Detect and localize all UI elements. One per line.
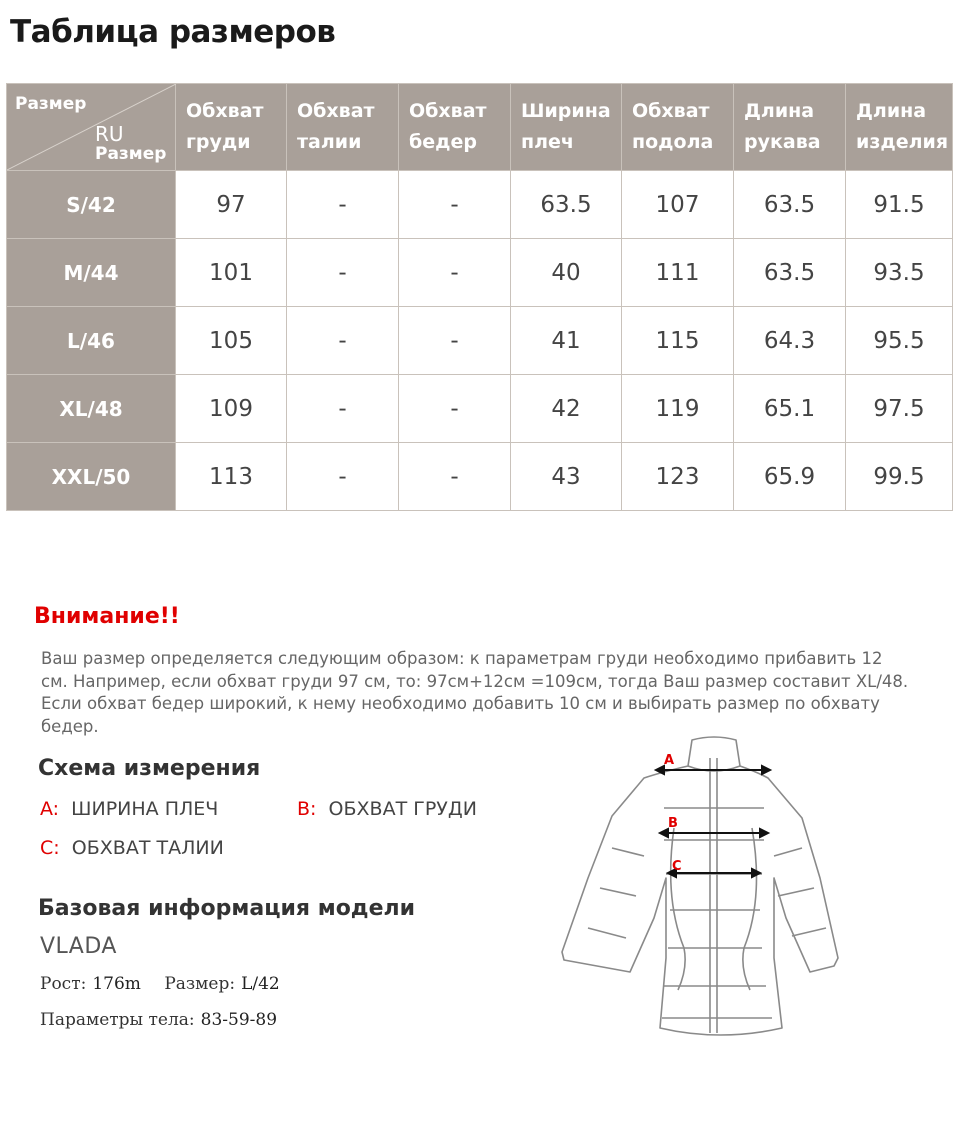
table-cell: 113 <box>176 443 287 511</box>
table-cell: 105 <box>176 307 287 375</box>
model-name: VLADA <box>40 934 117 959</box>
coat-zipper <box>710 758 717 1033</box>
table-cell: 65.1 <box>734 375 846 443</box>
column-header: Обхват подола <box>622 84 734 171</box>
diagram-label-b: B <box>668 816 678 831</box>
model-info-heading: Базовая информация модели <box>38 896 416 921</box>
table-cell: 63.5 <box>511 171 622 239</box>
legend-label: ОБХВАТ ГРУДИ <box>328 798 477 820</box>
body-params-value: 83-59-89 <box>200 1010 278 1030</box>
legend-letter: B <box>297 798 311 820</box>
row-size-label: XXL/50 <box>7 443 176 511</box>
table-cell: 65.9 <box>734 443 846 511</box>
coat-sleeve-seams <box>588 848 826 938</box>
table-cell: - <box>287 307 399 375</box>
table-cell: 93.5 <box>846 239 953 307</box>
row-size-label: S/42 <box>7 171 176 239</box>
attention-heading: Внимание!! <box>34 604 180 629</box>
table-cell: - <box>287 375 399 443</box>
table-cell: 40 <box>511 239 622 307</box>
table-cell: - <box>287 171 399 239</box>
row-size-label: XL/48 <box>7 375 176 443</box>
table-cell: 99.5 <box>846 443 953 511</box>
table-cell: - <box>287 239 399 307</box>
table-row <box>7 375 953 443</box>
row-size-label: M/44 <box>7 239 176 307</box>
table-cell: 42 <box>511 375 622 443</box>
table-cell: 63.5 <box>734 171 846 239</box>
legend-label: ШИРИНА ПЛЕЧ <box>71 798 219 820</box>
corner-label-ru: RU <box>95 122 124 146</box>
table-cell: 115 <box>622 307 734 375</box>
column-header: Длина изделия <box>846 84 953 171</box>
table-cell: 41 <box>511 307 622 375</box>
table-cell: 109 <box>176 375 287 443</box>
table-header-row <box>7 84 953 171</box>
column-header: Ширина плеч <box>511 84 622 171</box>
legend-item-chest-girth: B: ОБХВАТ ГРУДИ <box>297 798 477 820</box>
table-row <box>7 239 953 307</box>
table-row <box>7 307 953 375</box>
size-value: L/42 <box>241 974 280 994</box>
scheme-heading: Схема измерения <box>38 756 261 781</box>
table-cell: 91.5 <box>846 171 953 239</box>
corner-label-top: Размер <box>15 94 87 114</box>
table-cell: 111 <box>622 239 734 307</box>
corner-label-bottom: Размер <box>95 144 167 164</box>
attention-text: Ваш размер определяется следующим образом: к параметрам груди необходимо прибавить 12 см. Например, если обхват груди 97 см, то: 97см+12см =109см, тогда Ваш размер составит XL/48. Если обхват бедер широкий, к нему необходимо добавить 10 см и выбирать размер по обхвату бедер. <box>41 649 909 736</box>
legend-label: ОБХВАТ ТАЛИИ <box>71 837 224 859</box>
table-row <box>7 443 953 511</box>
coat-outline <box>562 737 838 1035</box>
height-value: 176m <box>92 974 141 994</box>
page-title: Таблица размеров <box>10 14 336 50</box>
legend-letter: C <box>40 837 54 859</box>
coat-measurement-diagram <box>552 728 852 1048</box>
table-cell: 64.3 <box>734 307 846 375</box>
table-cell: 63.5 <box>734 239 846 307</box>
table-cell: 107 <box>622 171 734 239</box>
size-label: Размер: <box>164 974 236 994</box>
body-params-label: Параметры тела: <box>40 1010 195 1030</box>
row-size-label: L/46 <box>7 307 176 375</box>
legend-item-waist-girth: C: ОБХВАТ ТАЛИИ <box>40 837 224 859</box>
table-cell: 101 <box>176 239 287 307</box>
column-header: Обхват бедер <box>399 84 511 171</box>
column-header: Длина рукава <box>734 84 846 171</box>
column-header: Обхват талии <box>287 84 399 171</box>
legend-letter: A <box>40 798 53 820</box>
column-header: Обхват груди <box>176 84 287 171</box>
height-label: Рост: <box>40 974 87 994</box>
table-cell: 95.5 <box>846 307 953 375</box>
table-cell: - <box>399 443 511 511</box>
coat-side-seams <box>671 828 757 990</box>
table-cell: 43 <box>511 443 622 511</box>
model-height-size-row <box>40 974 280 994</box>
table-cell: 97 <box>176 171 287 239</box>
table-cell: - <box>399 375 511 443</box>
table-corner-cell <box>7 84 176 171</box>
diagram-label-a: A <box>664 753 675 768</box>
table-cell: - <box>287 443 399 511</box>
model-body-row <box>40 1010 277 1030</box>
table-cell: - <box>399 307 511 375</box>
table-cell: - <box>399 239 511 307</box>
table-row <box>7 171 953 239</box>
legend-item-shoulder-width: A: ШИРИНА ПЛЕЧ <box>40 798 219 820</box>
table-cell: 119 <box>622 375 734 443</box>
size-table <box>6 83 953 511</box>
table-cell: 123 <box>622 443 734 511</box>
diagram-label-c: C <box>672 859 682 874</box>
table-cell: - <box>399 171 511 239</box>
table-cell: 97.5 <box>846 375 953 443</box>
